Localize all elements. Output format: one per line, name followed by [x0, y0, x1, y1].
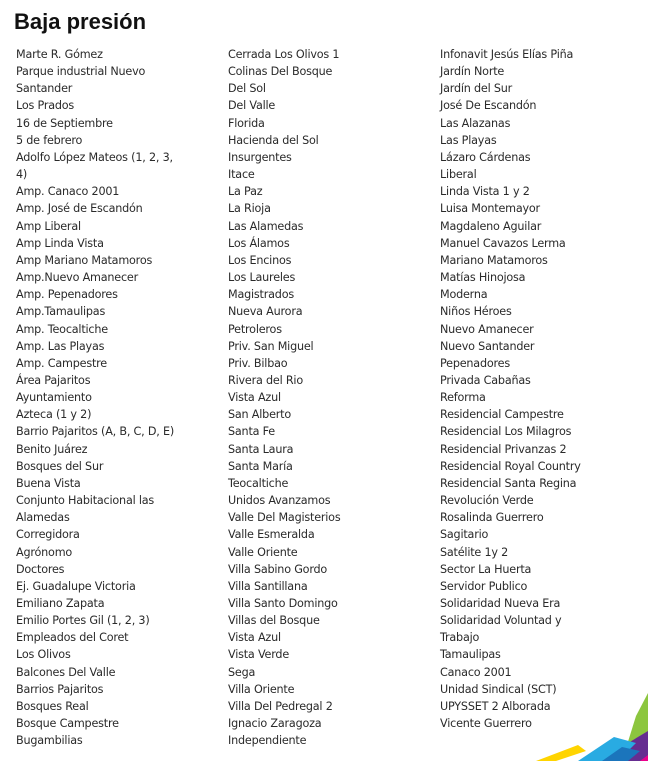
list-item: Villa Sabino Gordo [228, 562, 328, 576]
list-item: Amp. José de Escandón [16, 202, 143, 216]
list-item: Unidad Sindical (SCT) [440, 682, 557, 696]
list-item: Conjunto Habitacional las [16, 494, 155, 508]
list-item: La Rioja [228, 202, 271, 216]
list-item: Valle Oriente [228, 545, 298, 559]
list-item: Amp Mariano Matamoros [16, 253, 153, 267]
list-item: La Paz [228, 185, 263, 199]
list-item: Itace [228, 168, 255, 182]
list-item: Los Encinos [228, 253, 292, 267]
list-item: Emiliano Zapata [16, 597, 105, 610]
list-item: Canaco 2001 [440, 665, 512, 679]
list-item: Amp. Canaco 2001 [16, 185, 120, 199]
list-item: Florida [228, 116, 265, 130]
list-item: Agrónomo [16, 545, 73, 559]
list-item: Vicente Guerrero [440, 717, 532, 731]
list-item: Infonavit Jesús Elías Piña [440, 48, 574, 61]
list-item: Buena Vista [16, 476, 81, 490]
list-item: Hacienda del Sol [228, 133, 319, 147]
list-item: Residencial Los Milagros [440, 425, 572, 439]
list-item: Unidos Avanzamos [228, 494, 331, 508]
list-item: Niños Héroes [440, 305, 512, 319]
list-item: Los Álamos [228, 236, 290, 250]
list-item: Jardín del Sur [440, 82, 513, 96]
list-item: Las Alazanas [440, 116, 511, 130]
stripe-yellow [536, 745, 586, 761]
list-item: 4) [16, 168, 28, 182]
list-item: Teocaltiche [228, 476, 289, 490]
corner-decoration [518, 661, 648, 761]
list-item: Los Prados [16, 99, 75, 113]
list-item: Bugambilias [16, 734, 83, 748]
list-item: Santa Fe [228, 425, 275, 439]
list-item: Sega [228, 665, 256, 679]
neighborhood-list-column-1 [16, 46, 206, 749]
list-item: Ayuntamiento [16, 391, 92, 405]
list-item: UPYSSET 2 Alborada [440, 699, 551, 713]
list-item: Priv. Bilbao [228, 356, 288, 370]
list-item: Bosques Real [16, 699, 89, 713]
list-item: Villa Oriente [228, 682, 295, 696]
list-item: Los Laureles [228, 271, 296, 285]
list-item: Empleados del Coret [16, 631, 129, 645]
list-item: Valle Esmeralda [228, 528, 315, 542]
list-item: San Alberto [228, 408, 291, 422]
list-item: Manuel Cavazos Lerma [440, 236, 566, 250]
list-item: Villa Santillana [228, 579, 308, 593]
neighborhood-list-column-3 [440, 46, 635, 732]
list-item: Santander [16, 82, 73, 96]
list-item: Sector La Huerta [440, 562, 532, 576]
list-item: Liberal [440, 168, 477, 182]
list-item: Amp. Teocaltiche [16, 322, 108, 336]
list-item: Solidaridad Voluntad y [440, 614, 562, 628]
list-item: Villas del Bosque [228, 614, 320, 628]
list-item: Las Alamedas [228, 219, 304, 233]
list-item: Balcones Del Valle [16, 665, 116, 679]
list-item: Rosalinda Guerrero [440, 511, 544, 525]
list-item: Barrios Pajaritos [16, 682, 104, 696]
list-item: Amp. Campestre [16, 356, 107, 370]
list-item: Lázaro Cárdenas [440, 150, 531, 164]
list-item: Petroleros [228, 322, 282, 336]
list-item: José De Escandón [440, 99, 537, 113]
list-item: Servidor Publico [440, 579, 528, 593]
page-title: Baja presión [14, 9, 147, 34]
list-item: Villa Santo Domingo [228, 597, 338, 610]
list-item: Satélite 1y 2 [440, 545, 509, 559]
list-item: Ignacio Zaragoza [228, 717, 322, 731]
list-item: Amp. Pepenadores [16, 288, 118, 302]
list-item: Privada Cabañas [440, 373, 531, 387]
list-item: Del Valle [228, 99, 276, 113]
list-item: Residencial Royal Country [440, 459, 581, 473]
colored-stripes-graphic [518, 661, 648, 761]
list-item: Amp Liberal [16, 219, 81, 233]
list-item: Adolfo López Mateos (1, 2, 3, [16, 150, 173, 164]
list-item: Tamaulipas [440, 648, 501, 662]
list-item: Amp Linda Vista [16, 236, 104, 250]
list-item: Jardín Norte [440, 65, 505, 79]
list-item: Vista Verde [228, 648, 289, 662]
list-item: Parque industrial Nuevo [16, 65, 146, 79]
list-item: Mariano Matamoros [440, 253, 548, 267]
list-item: Linda Vista 1 y 2 [440, 185, 530, 199]
list-item: Residencial Santa Regina [440, 476, 577, 490]
list-item: Nuevo Amanecer [440, 322, 534, 336]
list-item: Amp. Las Playas [16, 339, 105, 353]
list-item: Colinas Del Bosque [228, 65, 333, 79]
list-item: Amp.Tamaulipas [16, 305, 106, 319]
list-item: Cerrada Los Olivos 1 [228, 48, 340, 61]
list-item: Santa Laura [228, 442, 294, 456]
list-item: Emilio Portes Gil (1, 2, 3) [16, 614, 150, 628]
list-item: Reforma [440, 391, 486, 405]
list-item: Alamedas [16, 511, 70, 525]
list-item: Vista Azul [228, 631, 281, 645]
list-item: Revolución Verde [440, 494, 534, 508]
list-item: Luisa Montemayor [440, 202, 540, 216]
list-item: Barrio Pajaritos (A, B, C, D, E) [16, 425, 175, 439]
list-item: Villa Del Pedregal 2 [228, 699, 333, 713]
list-item: Sagitario [440, 528, 489, 542]
list-item: Nuevo Santander [440, 339, 535, 353]
list-item: Marte R. Gómez [16, 48, 103, 61]
list-item: Priv. San Miguel [228, 339, 314, 353]
list-item: Las Playas [440, 133, 497, 147]
list-item: 5 de febrero [16, 133, 83, 147]
list-item: Valle Del Magisterios [228, 511, 341, 525]
list-item: Bosque Campestre [16, 717, 119, 731]
list-item: Área Pajaritos [16, 373, 91, 387]
list-item: Rivera del Rio [228, 373, 303, 387]
list-item: Del Sol [228, 82, 266, 96]
list-item: Amp.Nuevo Amanecer [16, 271, 138, 285]
list-item: Trabajo [440, 631, 480, 645]
list-item: Matías Hinojosa [440, 271, 526, 285]
list-item: Insurgentes [228, 150, 292, 164]
list-item: Ej. Guadalupe Victoria [16, 579, 136, 593]
list-item: Nueva Aurora [228, 305, 303, 319]
list-item: Residencial Campestre [440, 408, 564, 422]
list-item: Solidaridad Nueva Era [440, 597, 561, 610]
list-item: Residencial Privanzas 2 [440, 442, 567, 456]
list-item: Moderna [440, 288, 488, 302]
list-item: Magdaleno Aguilar [440, 219, 542, 233]
neighborhood-list-column-2 [228, 46, 423, 749]
list-item: Pepenadores [440, 356, 510, 370]
list-item: Vista Azul [228, 391, 281, 405]
list-item: Independiente [228, 734, 307, 748]
list-item: Santa María [228, 459, 293, 473]
list-item: Los Olivos [16, 648, 71, 662]
list-item: Magistrados [228, 288, 294, 302]
list-item: Doctores [16, 562, 65, 576]
list-item: Azteca (1 y 2) [16, 408, 92, 422]
list-item: Corregidora [16, 528, 80, 542]
list-item: Benito Juárez [16, 442, 88, 456]
list-item: 16 de Septiembre [16, 116, 113, 130]
list-item: Bosques del Sur [16, 459, 104, 473]
